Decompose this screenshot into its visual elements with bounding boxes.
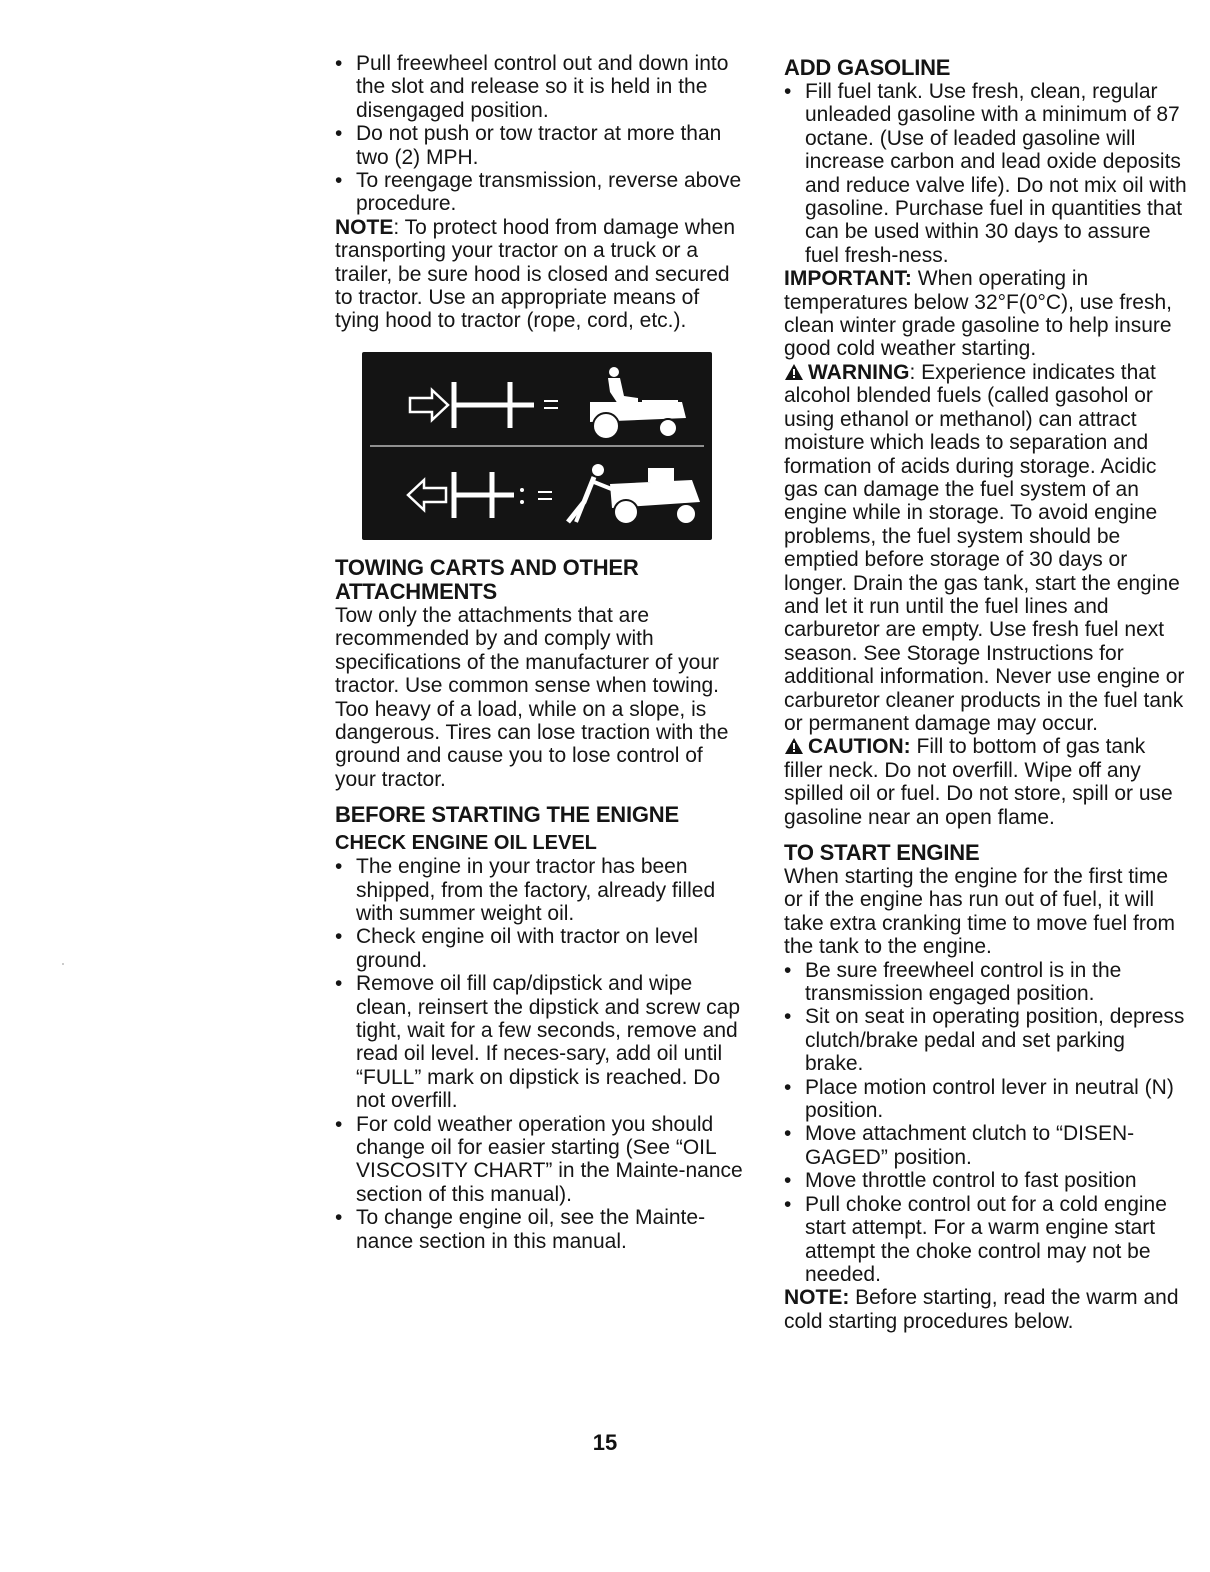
warning-paragraph [784,361,1189,736]
arrow-left-icon [408,480,446,510]
freewheel-bullets [335,52,745,216]
note-label: NOTE: [784,1286,850,1310]
lever-icon [454,382,534,428]
list-item: • Move throttle control to fast position [784,1169,1189,1192]
caution-label: CAUTION: [808,735,911,759]
list-item: • Sit on seat in operating position, depress clutch/brake pedal and set parking brake. [784,1005,1189,1075]
push-tractor-icon [568,464,700,524]
list-item: • Pull choke control out for a cold engine start attempt. For a warm engine start attempt the choke control may not be needed. [784,1193,1189,1287]
oil-bullets [335,855,745,1253]
towing-heading: TOWING CARTS AND OTHER ATTACHMENTS [335,554,639,604]
important-text: When operating in temperatures below 32°F(0°C), use fresh, clean winter grade gasoline to help insure good cold weather starting. [784,267,1172,361]
list-item: • The engine in your tractor has been shipped, from the factory, already filled with summer weight oil. [335,855,745,925]
check-oil-heading: CHECK ENGINE OIL LEVEL [335,832,597,855]
right-column [784,52,1189,1333]
gasoline-bullets [784,80,1189,267]
list-item: • Remove oil fill cap/dipstick and wipe clean, reinsert the dipstick and screw cap tight, wait for a few seconds, remove and read oil level. If neces-sary, add oil until “FULL” mark on dipstick is reached. Do not overfill. [335,972,745,1112]
list-item: • To reengage transmission, reverse above procedure. [335,169,745,216]
left-column [335,52,745,1253]
important-paragraph [784,267,1189,361]
freewheel-figure [362,352,712,540]
note-text: Before starting, read the warm and cold starting procedures below. [784,1286,1179,1333]
equals-icon [544,401,558,408]
caution-triangle-icon [784,737,804,755]
scan-speck [62,963,64,965]
freewheel-diagram [362,352,712,540]
list-item: • Fill fuel tank. Use fresh, clean, regular unleaded gasoline with a minimum of 87 octane. (Use of leaded gasoline will increase carbon and lead oxide deposits and reduce valve life). Do not mix oil with gasoline. Purchase fuel in quantities that can be used within 30 days to assure fuel fresh-ness. [784,80,1189,267]
warning-text: : Experience indicates that alcohol blended fuels (called gasohol or using ethanol or methanol) can attract moisture which leads to separation and formation of acids during storage. Acidic gas can damage the fuel system of an engine while in storage. To avoid engine problems, the fuel system should be emptied before storage of 30 days or longer. Drain the gas tank, start the engine and let it run until the fuel lines and carburetor are empty. Use fresh fuel next season. See Storage Instructions for additional information. Never use engine or carburetor cleaner products in the fuel tank or permanent damage may occur. [784,360,1185,735]
list-item: • To change engine oil, see the Mainte-nance section in this manual. [335,1206,745,1253]
lever-icon [454,472,524,518]
list-item: • For cold weather operation you should change oil for easier starting (See “OIL VISCOSITY CHART” in the Mainte-nance section of this manual). [335,1113,745,1207]
hood-note [335,216,745,333]
to-start-engine-heading: TO START ENGINE [784,840,980,865]
start-bullets [784,959,1189,1287]
final-note [784,1286,1189,1333]
page-number: 15 [592,1430,618,1455]
before-starting-heading: BEFORE STARTING THE ENIGNE [335,802,679,828]
equals-icon [538,492,552,499]
list-item: • Place motion control lever in neutral (N) position. [784,1076,1189,1123]
list-item: • Do not push or tow tractor at more than two (2) MPH. [335,122,745,169]
caution-text: Fill to bottom of gas tank filler neck. Do not overfill. Wipe off any spilled oil or fuel. Do not store, spill or use gasoline near an open flame. [784,735,1173,829]
list-item: • Move attachment clutch to “DISEN-GAGED” position. [784,1122,1189,1169]
arrow-right-icon [410,390,448,420]
start-paragraph: When starting the engine for the first time or if the engine has run out of fuel, it will take extra cranking time to move fuel from the tank to the engine. [784,865,1175,959]
list-item: • Pull freewheel control out and down into the slot and release so it is held in the disengaged position. [335,52,745,122]
list-item: • Be sure freewheel control is in the transmission engaged position. [784,959,1189,1006]
note-label: NOTE [335,215,394,239]
caution-paragraph [784,735,1189,829]
important-label: IMPORTANT: [784,267,912,291]
add-gasoline-heading: ADD GASOLINE [784,55,951,80]
riding-tractor-icon [590,367,686,439]
note-text: : To protect hood from damage when transporting your tractor on a truck or a trailer, be sure hood is closed and secured to tractor. Use an appropriate means of tying hood to tractor (rope, cord, etc.). [335,215,735,333]
warning-triangle-icon [784,363,804,381]
warning-label: WARNING [808,360,910,384]
towing-paragraph: Tow only the attachments that are recommended by and comply with specifications of the manufacturer of your tractor. Use common sense when towing. Too heavy of a load, while on a slope, is dangerous. Tires can lose traction with the ground and cause you to lose control of your tractor. [335,603,729,791]
list-item: • Check engine oil with tractor on level ground. [335,925,745,972]
